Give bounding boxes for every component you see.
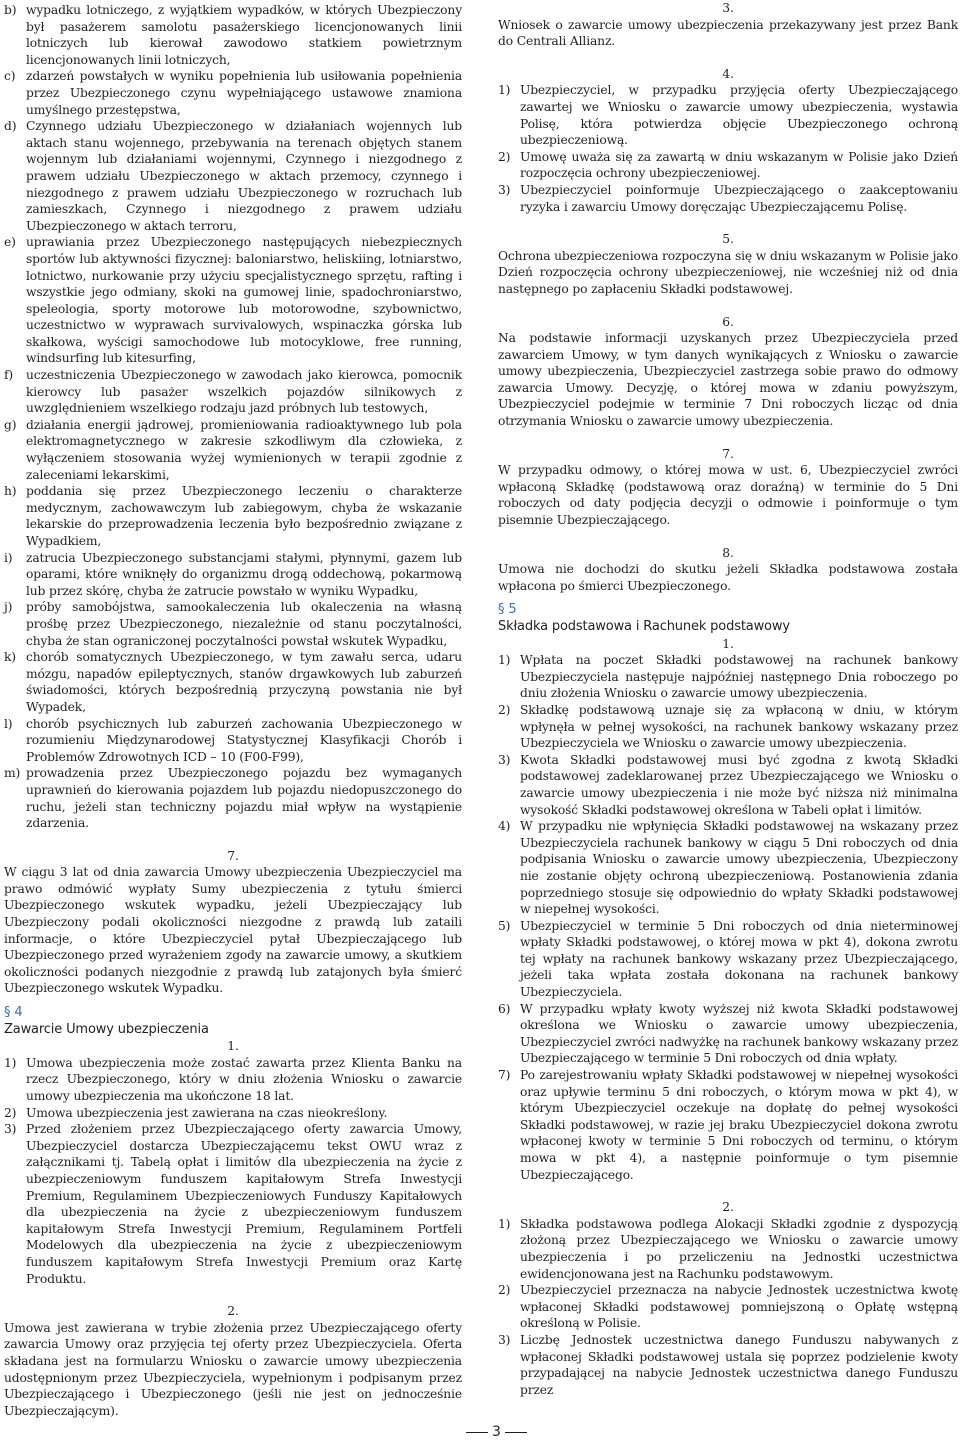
list-item bbox=[498, 82, 958, 148]
list-marker: j) bbox=[4, 600, 13, 615]
list-marker: 5) bbox=[498, 918, 511, 933]
list-item-text: Wpłata na poczet Składki podstawowej na rachunek bankowy Ubezpieczyciela następuje najpóźniej następnego Dnia roboczego po dniu złożenia Wniosku o zawarcie umowy ubezpieczenia. bbox=[520, 653, 958, 701]
list-marker: 2) bbox=[498, 702, 511, 717]
section-title: Składka podstawowa i Rachunek podstawowy bbox=[498, 619, 790, 634]
list-item bbox=[498, 818, 958, 918]
list-item bbox=[4, 417, 462, 483]
list-item-text: zdarzeń powstałych w wyniku popełnienia lub usiłowania popełnienia przez Ubezpieczonego czynu wypełniającego ustawowe znamiona umyślnego przestępstwa, bbox=[26, 69, 462, 117]
list-item bbox=[498, 1067, 958, 1183]
list-item-text: Umowa ubezpieczenia może zostać zawarta przez Klienta Banku na rzecz Ubezpieczonego, który w dniu złożenia Wniosku o zawarcie umowy ubezpieczenia ma ukończone 18 lat. bbox=[26, 1055, 462, 1103]
list-marker: h) bbox=[4, 484, 17, 499]
paragraph-text: Ochrona ubezpieczeniowa rozpoczyna się w dniu wskazanym w Polisie jako Dzień rozpoczęcia ochrony ubezpieczeniowej, nie wcześniej niż od dnia następnego po zapłaceniu Składki podstawowej. bbox=[498, 248, 958, 296]
paragraph-text: W przypadku odmowy, o której mowa w ust. 6, Ubezpieczyciel zwróci wpłaconą Składkę (podstawową oraz doraźną) w terminie do 5 Dni roboczych od daty podjęcia decyzji o odmowie i poinformuje o tym pisemnie Ubezpieczającego. bbox=[498, 463, 958, 528]
list-marker: k) bbox=[4, 650, 16, 665]
list-item-text: próby samobójstwa, samookaleczenia lub okaleczenia na własną prośbę przez Ubezpieczonego, niezależnie od stanu poczytalności, chyba że stan ograniczonej poczytalności powstał wskutek Wypadku, bbox=[26, 600, 462, 648]
paragraph-number: 1. bbox=[722, 636, 734, 651]
list-item bbox=[4, 1105, 462, 1122]
paragraph-text: Umowa nie dochodzi do skutku jeżeli Składka podstawowa została wpłacona po śmierci Ubezpieczonego. bbox=[498, 562, 958, 593]
list-marker: 3) bbox=[498, 182, 511, 197]
list-item bbox=[498, 1216, 958, 1282]
list-item-text: Po zarejestrowaniu wpłaty Składki podstawowej w niepełnej wysokości oraz upływie terminu 5 dni roboczych, o którym mowa w pkt 4), w którym Ubezpieczyciel oczekuje na dopłatę do pełnej wysokości Składki podstawowej, w razie jej braku Ubezpieczyciel dokona zwrotu wpłaconej kwoty w terminie 5 Dni roboczych od terminu, o którym mowa w pkt 4), a następnie poinformuje o tym pisemnie Ubezpieczającego. bbox=[520, 1068, 958, 1182]
list-marker: 6) bbox=[498, 1001, 511, 1016]
list-item bbox=[4, 118, 462, 234]
footer-rule bbox=[505, 1432, 527, 1433]
list-item-text: Ubezpieczyciel przeznacza na nabycie Jednostek uczestnictwa kwotę wpłaconej Składki podstawowej pomniejszoną o Opłatę wstępną określoną w Polisie. bbox=[520, 1283, 958, 1331]
numbered-list bbox=[498, 82, 958, 215]
list-item bbox=[4, 2, 462, 68]
list-item-text: Składka podstawowa podlega Alokacji Składki zgodnie z dyspozycją złożoną przez Ubezpieczającego we Wniosku o zawarcie umowy ubezpieczenia i po przeliczeniu na Jednostki uczestnictwa ewidencjonowana jest na Rachunku podstawowym. bbox=[520, 1216, 958, 1281]
list-item-text: Umowę uważa się za zawartą w dniu wskazanym w Polisie jako Dzień rozpoczęcia ochrony ubezpieczeniowej. bbox=[520, 149, 958, 181]
list-item-text: Kwota Składki podstawowej musi być zgodna z kwotą Składki podstawowej zadeklarowanej przez Ubezpieczającego we Wniosku o zawarcie umowy ubezpieczenia i nie może być niższa niż minimalna wysokość Składki podstawowej określona w Tabeli opłat i limitów. bbox=[520, 752, 958, 817]
list-item-text: Liczbę Jednostek uczestnictwa danego Funduszu nabywanych z wpłaconej Składki podstawowej ustala się poprzez podzielenie kwoty przypadającej na nabycie Jednostek uczestnictwa danego Funduszu przez bbox=[520, 1332, 958, 1397]
list-item bbox=[4, 68, 462, 118]
paragraph-text: Wniosek o zawarcie umowy ubezpieczenia przekazywany jest przez Bank do Centrali Allianz. bbox=[498, 17, 958, 49]
list-marker: 1) bbox=[498, 1216, 511, 1231]
footer-rule bbox=[466, 1432, 488, 1433]
list-item-text: uczestniczenia Ubezpieczonego w zawodach jako kierowca, pomocnik kierowcy lub pasażer wszelkich pojazdów silnikowych z uwzględnieniem wszelkiego rodzaju jazd próbnych lub testowych, bbox=[26, 368, 462, 416]
list-item bbox=[4, 599, 462, 649]
list-item bbox=[498, 1001, 958, 1067]
list-item bbox=[4, 765, 462, 831]
left-column bbox=[4, 2, 462, 1419]
list-marker: 2) bbox=[498, 149, 511, 164]
list-item bbox=[498, 652, 958, 702]
list-marker: l) bbox=[4, 716, 13, 731]
list-item bbox=[4, 1121, 462, 1287]
list-marker: 3) bbox=[498, 1332, 511, 1347]
list-item bbox=[498, 1332, 958, 1398]
list-item-text: Czynnego udziału Ubezpieczonego w działaniach wojennych lub aktach stanu wojennego, przebywania na terenach objętych stanem wojennym lub działaniami wojennymi, Czynnego i niezgodnego z prawem udziału Ubezpieczonego w aktach przemocy, czynnego i niezgodnego z prawem udziału Ubezpieczonego w rozruchach lub zamieszkach, Czynnego i niezgodnego z prawem udziału Ubezpieczonego w aktach terroru, bbox=[26, 119, 462, 233]
list-item-text: poddania się przez Ubezpieczonego leczeniu o charakterze medycznym, zachowawczym lub zabiegowym, chyba że wskazanie lekarskie do przeprowadzenia leczenia było bezpośrednio związane z Wypadkiem, bbox=[26, 484, 462, 548]
list-marker: d) bbox=[4, 119, 17, 134]
paragraph-number: 8. bbox=[722, 545, 734, 560]
list-item-text: Umowa ubezpieczenia jest zawierana na czas nieokreślony. bbox=[26, 1105, 388, 1120]
list-marker: 2) bbox=[498, 1283, 511, 1298]
paragraph-number: 6. bbox=[722, 314, 734, 329]
paragraph-number: 2. bbox=[227, 1304, 239, 1319]
list-item-text: Przed złożeniem przez Ubezpieczającego oferty zawarcia Umowy, Ubezpieczyciel dostarcza Ubezpieczającemu tekst OWU wraz z załącznikami tj. Tabelą opłat i limitów dla ubezpieczenia na życie z ubezpieczeniowym funduszem kapitałowym Strefa Inwestycji Premium, Regulaminem Ubezpieczeniowych Funduszy Kapitałowych dla ubezpieczenia na życie z ubezpieczeniowym funduszem kapitałowym Strefa Inwestycji Premium, Regulaminem Portfeli Modelowych dla ubezpieczenia na życie z ubezpieczeniowym funduszem kapitałowym Strefa Inwestycji Premium oraz Kartę Produktu. bbox=[26, 1122, 462, 1286]
list-item-text: prowadzenia przez Ubezpieczonego pojazdu bez wymaganych uprawnień do kierowania pojazdem lub pojazdu niedopuszczonego do ruchu, jeżeli stan techniczny pojazdu miał wpływ na wystąpienie zdarzenia. bbox=[26, 766, 462, 831]
list-marker: b) bbox=[4, 3, 17, 17]
list-item bbox=[4, 1055, 462, 1105]
paragraph-text: Umowa jest zawierana w trybie złożenia przez Ubezpieczającego oferty zawarcia Umowy oraz przyjęcia tej oferty przez Ubezpieczyciela. Oferta składana jest na formularzu Wniosku o zawarcie umowy ubezpieczenia udostępnionym przez Ubezpieczyciela, wypełnionym i podpisanym przez Ubezpieczającego i Ubezpieczonego (jeśli nie jest on jednocześnie Ubezpieczającym). bbox=[4, 1320, 462, 1418]
list-item bbox=[4, 367, 462, 417]
page-footer bbox=[462, 1424, 531, 1440]
list-item-text: W przypadku nie wpłynięcia Składki podstawowej na wskazany przez Ubezpieczyciela rachunek bankowy w ciągu 5 Dni roboczych od dnia podpisania Wniosku o zawarcie umowy ubezpieczenia, Ubezpieczony nie zostanie objęty ochroną ubezpieczeniową. Postanowienia zdania poprzedniego stosuje się odpowiednio do wpłaty Składki podstawowej w niepełnej wysokości. bbox=[520, 819, 958, 917]
paragraph-text: Na podstawie informacji uzyskanych przez Ubezpieczyciela przed zawarciem Umowy, w tym danych wynikających z Wniosku o zawarcie umowy ubezpieczenia, Ubezpieczyciel zastrzega sobie prawo do odmowy zawarcia Umowy. Decyzję, o której mowa w zdaniu powyższym, Ubezpieczyciel podejmie w terminie 7 Dni roboczych licząc od dnia otrzymania Wniosku o zawarcie umowy ubezpieczenia. bbox=[498, 331, 958, 429]
paragraph-number: 4. bbox=[722, 66, 734, 81]
list-item-text: Ubezpieczyciel poinformuje Ubezpieczającego o zaakceptowaniu ryzyka i zawarciu Umowy doręczając Ubezpieczającemu Polisę. bbox=[520, 182, 958, 214]
list-marker: e) bbox=[4, 235, 16, 250]
list-item-text: Ubezpieczyciel, w przypadku przyjęcia oferty Ubezpieczającego zawartej we Wniosku o zawarcie umowy ubezpieczenia, wystawia Polisę, która potwierdza objęcie Ubezpieczonego ochroną ubezpieczeniową. bbox=[520, 83, 958, 148]
list-marker: 1) bbox=[498, 653, 511, 668]
paragraph-number: 1. bbox=[227, 1039, 239, 1054]
list-item-text: chorób somatycznych Ubezpieczonego, w tym zawału serca, udaru mózgu, napadów epileptycznych, stanów drgawkowych lub zaburzeń świadomości, których bezpośrednią przyczyną powstania nie był Wypadek, bbox=[26, 650, 462, 714]
list-item bbox=[4, 649, 462, 715]
list-item-text: chorób psychicznych lub zaburzeń zachowania Ubezpieczonego w rozumieniu Międzynarodowej Statystycznej Klasyfikacji Chorób i Problemów Zdrowotnych ICD – 10 (F00-F99), bbox=[26, 716, 462, 764]
list-item-text: Składkę podstawową uznaje się za wpłaconą w dniu, w którym wpłynęła w pełnej wysokości, na rachunek bankowy wskazany przez Ubezpieczyciela we Wniosku o zawarcie umowy ubezpieczenia. bbox=[520, 702, 958, 751]
list-marker: 1) bbox=[4, 1055, 17, 1070]
list-item bbox=[4, 716, 462, 766]
right-column bbox=[498, 0, 958, 1398]
paragraph-number: 5. bbox=[722, 232, 734, 247]
list-item bbox=[498, 752, 958, 818]
paragraph-text: W ciągu 3 lat od dnia zawarcia Umowy ubezpieczenia Ubezpieczyciel ma prawo odmówić wypłaty Sumy ubezpieczenia z tytułu śmierci Ubezpieczonego wskutek wypadku, jeżeli Ubezpieczający lub Ubezpieczony podali okoliczności niezgodne z prawdą lub zataili informacje, o które Ubezpieczyciel pytał Ubezpieczającego lub Ubezpieczonego przed wyrażeniem zgody na zawarcie umowy, a skutkiem okoliczności podanych niezgodnie z prawdą lub zatajonych była śmierć Ubezpieczonego wskutek Wypadku. bbox=[4, 865, 462, 996]
list-item-text: zatrucia Ubezpieczonego substancjami stałymi, płynnymi, gazem lub oparami, które wniknęły do organizmu drogą oddechową, pokarmową lub przez skórę, chyba że zatrucie powstało w wyniku Wypadku, bbox=[26, 550, 462, 598]
paragraph-number: 7. bbox=[227, 848, 239, 863]
list-item-text: Ubezpieczyciel w terminie 5 Dni roboczych od dnia nieterminowej wpłaty Składki podstawowej, o której mowa w pkt 4), dokona zwrotu tej wpłaty na rachunek bankowy wskazany przez Ubezpieczającego, jeżeli taka wpłata została dokonana na rachunek bankowy Ubezpieczyciela. bbox=[520, 918, 958, 1000]
list-item-text: działania energii jądrowej, promieniowania radioaktywnego lub pola elektromagnetycznego w zakresie szkodliwym dla człowieka, z wyłączeniem stosowania wyżej wymienionych w terapii zgodnie z zaleceniami lekarskimi, bbox=[26, 417, 462, 482]
list-marker: 4) bbox=[498, 819, 511, 834]
list-item bbox=[498, 918, 958, 1001]
list-item bbox=[498, 182, 958, 215]
list-item bbox=[498, 1282, 958, 1332]
list-marker: f) bbox=[4, 368, 14, 383]
section-title: Zawarcie Umowy ubezpieczenia bbox=[4, 1021, 209, 1037]
list-item-text: W przypadku wpłaty kwoty wyższej niż kwota Składki podstawowej określona we Wniosku o zawarcie umowy ubezpieczenia, Ubezpieczyciel zwróci nadwyżkę na rachunek bankowy wskazany przez Ubezpieczającego w terminie 5 Dni roboczych od dnia wpłaty. bbox=[520, 1001, 958, 1066]
list-marker: g) bbox=[4, 417, 17, 432]
numbered-list bbox=[498, 652, 958, 1183]
list-item-text: uprawiania przez Ubezpieczonego następujących niebezpiecznych sportów lub aktywności fizycznej: baloniarstwo, heliskiing, lotniarstwo, lotnictwo, nurkowanie przy użyciu specjalistycznego sprzętu, rafting i wszystkie jego odmiany, skoki na gumowej linie, spadochroniarstwo, speleologia, sporty motorowe lub motorowodne, szybownictwo, uczestnictwo w wyprawach survivalowych, wspinaczka górska lub skałkowa, wyścigi samochodowe lub motocyklowe, free running, windsurfing lub kitesurfing, bbox=[26, 235, 462, 366]
section-sign: § 4 bbox=[4, 1005, 23, 1021]
exclusions-list bbox=[4, 2, 462, 832]
section-sign: § 5 bbox=[498, 602, 517, 618]
list-marker: i) bbox=[4, 550, 13, 565]
list-marker: 1) bbox=[498, 83, 511, 98]
list-marker: 2) bbox=[4, 1105, 17, 1120]
page-number: 3 bbox=[492, 1424, 501, 1440]
list-item bbox=[498, 149, 958, 182]
paragraph-number: 3. bbox=[722, 1, 734, 15]
list-item bbox=[4, 483, 462, 549]
paragraph-number: 2. bbox=[722, 1200, 734, 1215]
paragraph-number: 7. bbox=[722, 446, 734, 461]
list-item bbox=[4, 234, 462, 367]
list-marker: m) bbox=[4, 766, 21, 781]
list-marker: 7) bbox=[498, 1068, 511, 1083]
list-item bbox=[4, 550, 462, 600]
list-marker: 3) bbox=[498, 752, 511, 767]
numbered-list bbox=[498, 1216, 958, 1399]
list-item-text: wypadku lotniczego, z wyjątkiem wypadków, w których Ubezpieczony był pasażerem samolotu pasażerskiego licencjonowanych linii lotniczych lub kierował zawodowo statkiem powietrznym licencjonowanych linii lotniczych, bbox=[26, 3, 462, 67]
numbered-list bbox=[4, 1055, 462, 1287]
list-marker: 3) bbox=[4, 1122, 17, 1137]
list-item bbox=[498, 702, 958, 752]
list-marker: c) bbox=[4, 69, 16, 84]
